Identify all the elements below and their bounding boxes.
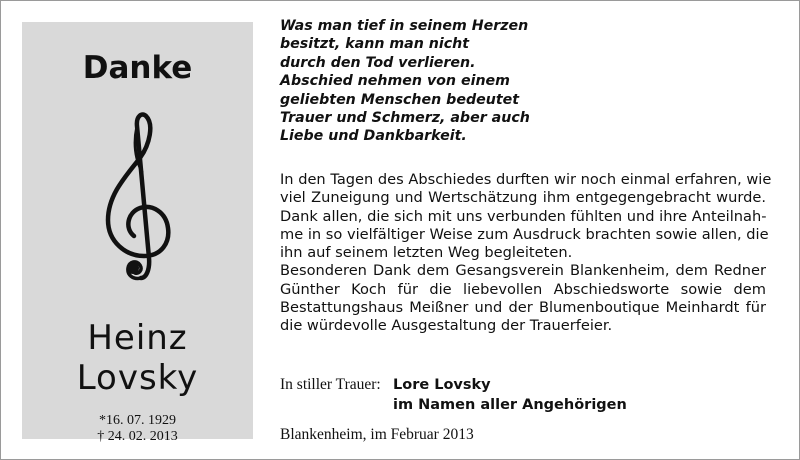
body-line: Dank allen, die sich mit uns verbunden fühlten und ihre Anteilnah- [280, 207, 767, 225]
mourner-name: Lore Lovsky [393, 377, 491, 393]
body-line: Besonderen Dank dem Gesangsverein Blankenheim, dem Redner [280, 262, 766, 280]
body-line: me in so vielfältiger Weise zum Ausdruck brachten sowie allen, die [280, 225, 769, 243]
poem-line: Abschied nehmen von einem [280, 73, 510, 90]
treble-clef-icon [100, 110, 178, 288]
body-line: Günther Koch für die liebevollen Abschiedsworte sowie dem [280, 280, 766, 298]
mourner-relatives: im Namen aller Angehörigen [393, 397, 627, 413]
danke-heading: Danke [82, 50, 193, 86]
mourners-block [280, 375, 627, 413]
body-line: viel Zuneigung und Wertschätzung ihm entgegengebracht wurde. [280, 189, 766, 207]
thank-you-text [280, 171, 772, 336]
poem-line: Trauer und Schmerz, aber auch [280, 110, 530, 127]
body-line: Bestattungshaus Meißner und der Blumenboutique Meinhardt für [280, 299, 766, 317]
place-date: Blankenheim, im Februar 2013 [280, 426, 474, 443]
poem [280, 17, 530, 146]
poem-line: Was man tief in seinem Herzen [280, 18, 529, 34]
poem-line: besitzt, kann man nicht [280, 36, 470, 53]
last-name: Lovsky [76, 358, 199, 398]
body-line: ihn auf seinem letzten Weg begleiteten. [280, 244, 573, 262]
memorial-panel [22, 22, 253, 444]
mourners-names [393, 375, 627, 415]
body-line: die würdevolle Ausgestaltung der Trauerfeier. [280, 317, 613, 335]
poem-line: durch den Tod verlieren. [280, 54, 476, 71]
death-date: † 24. 02. 2013 [97, 429, 178, 444]
birth-date: *16. 07. 1929 [99, 413, 176, 428]
first-name: Heinz [87, 318, 188, 358]
body-line: In den Tagen des Abschiedes durften wir noch einmal erfahren, wie [280, 171, 772, 188]
poem-line: Liebe und Dankbarkeit. [280, 128, 467, 145]
mourners-label: In stiller Trauer: [280, 376, 381, 393]
poem-line: geliebten Menschen bedeutet [280, 91, 520, 108]
